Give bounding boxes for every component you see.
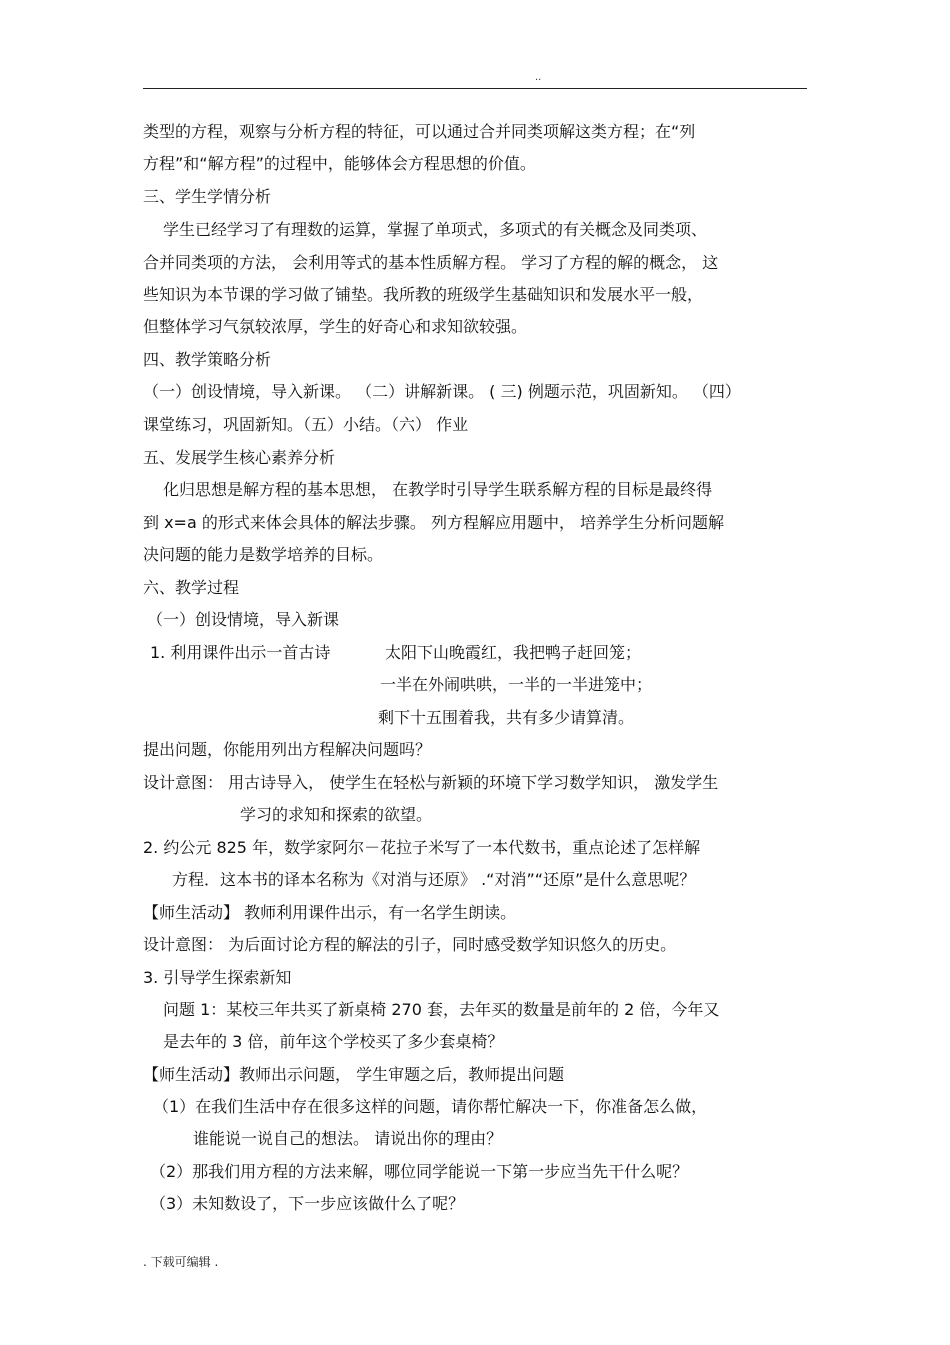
section-heading: 四、教学策略分析 <box>143 350 272 369</box>
paragraph-line: （2）那我们用方程的方法来解，哪位同学能说一下第一步应当先干什么呢？ <box>150 1162 689 1181</box>
paragraph-line: 方程．这本书的译本名称为《对消与还原》 .“对消”“还原”是什么意思呢？ <box>172 870 696 889</box>
paragraph-line: 谁能说一说自己的想法。 请说出你的理由？ <box>193 1129 503 1148</box>
paragraph-line: （一）创设情境，导入新课。 （二）讲解新课。 ( 三) 例题示范，巩固新知。 （四） <box>143 382 741 401</box>
poem-line: 剩下十五围着我，共有多少请算清。 <box>378 708 635 727</box>
header-marker: .. <box>535 72 542 83</box>
paragraph-line: 些知识为本节课的学习做了铺垫。我所教的班级学生基础知识和发展水平一般， <box>143 285 704 304</box>
paragraph-line: 方程”和“解方程”的过程中，能够体会方程思想的价值。 <box>143 154 536 173</box>
paragraph-line: （1）在我们生活中存在很多这样的问题，请你帮忙解决一下，你准备怎么做， <box>153 1097 708 1116</box>
paragraph-line: 课堂练习，巩固新知。（五）小结。（六） 作业 <box>143 415 469 434</box>
section-heading: 五、发展学生核心素养分析 <box>143 448 336 467</box>
footer-note: . 下载可编辑 . <box>143 1255 219 1269</box>
paragraph-line: 【师生活动】教师出示问题， 学生审题之后，教师提出问题 <box>143 1065 565 1084</box>
paragraph-line: 类型的方程，观察与分析方程的特征，可以通过合并同类项解这类方程；在“列 <box>143 122 696 141</box>
paragraph-line: （3）未知数设了，下一步应该做什么了呢？ <box>150 1194 465 1213</box>
paragraph-line: 【师生活动】 教师利用课件出示，有一名学生朗读。 <box>143 903 517 922</box>
paragraph-line: 合并同类项的方法， 会利用等式的基本性质解方程。 学习了方程的解的概念， 这 <box>143 253 719 272</box>
section-heading: 三、学生学情分析 <box>143 187 272 206</box>
paragraph-line: 学习的求知和探索的欲望。 <box>240 805 433 824</box>
paragraph-line: 2. 约公元 825 年，数学家阿尔－花拉子米写了一本代数书，重点论述了怎样解 <box>143 838 701 857</box>
paragraph-line: 是去年的 3 倍，前年这个学校买了多少套桌椅？ <box>163 1032 504 1051</box>
paragraph-line: 到 x=a 的形式来体会具体的解法步骤。 列方程解应用题中， 培养学生分析问题解 <box>143 513 725 532</box>
section-heading: 六、教学过程 <box>143 578 240 597</box>
paragraph-line: 设计意图： 用古诗导入， 使学生在轻松与新颖的环境下学习数学知识， 激发学生 <box>143 773 719 792</box>
poem-line: 一半在外闹哄哄，一半的一半进笼中； <box>380 675 653 694</box>
paragraph-line: 但整体学习气氛较浓厚，学生的好奇心和求知欲较强。 <box>143 317 528 336</box>
paragraph-line: 化归思想是解方程的基本思想， 在教学时引导学生联系解方程的目标是最终得 <box>163 480 713 499</box>
poem-line: 太阳下山晚霞红，我把鸭子赶回笼； <box>385 643 642 662</box>
paragraph-line: 1. 利用课件出示一首古诗 <box>150 643 331 662</box>
paragraph-line: 设计意图： 为后面讨论方程的解法的引子，同时感受数学知识悠久的历史。 <box>143 935 677 954</box>
paragraph-line: 3. 引导学生探索新知 <box>143 968 292 987</box>
paragraph-line: 决问题的能力是数学培养的目标。 <box>143 545 384 564</box>
paragraph-line: 学生已经学习了有理数的运算，掌握了单项式，多项式的有关概念及同类项、 <box>163 220 708 239</box>
subsection-heading: （一）创设情境，导入新课 <box>147 610 340 629</box>
paragraph-line: 提出问题，你能用列出方程解决问题吗？ <box>143 740 432 759</box>
paragraph-line: 问题 1：某校三年共买了新桌椅 270 套，去年买的数量是前年的 2 倍，今年又 <box>163 1000 720 1019</box>
header-rule <box>143 88 807 89</box>
